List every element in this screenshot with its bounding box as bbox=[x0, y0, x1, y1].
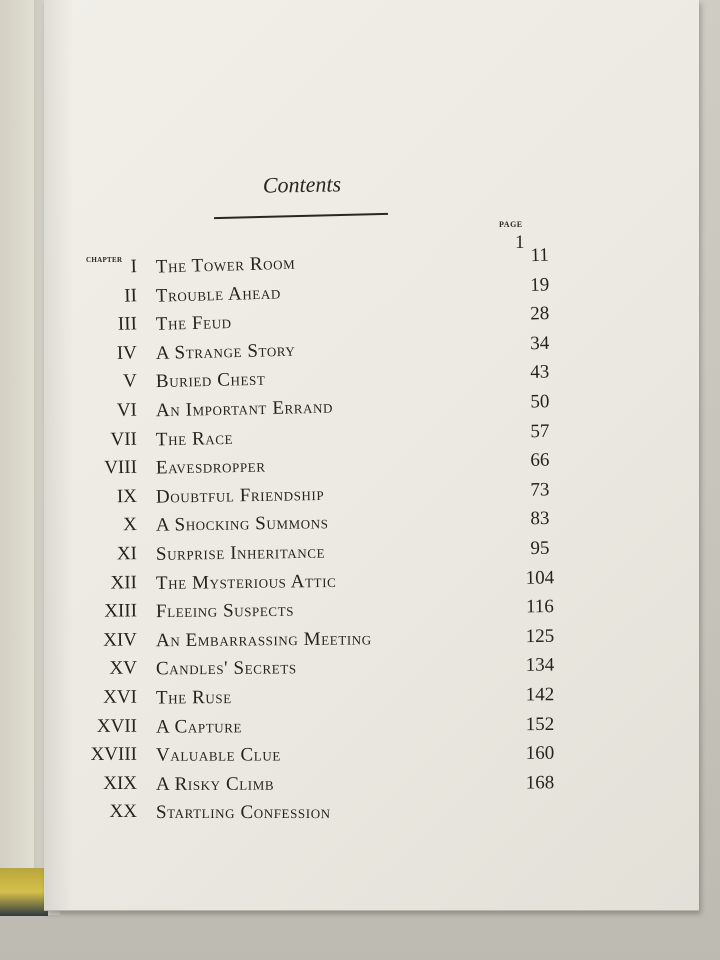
page-column-label: PAGE bbox=[499, 220, 523, 229]
toc-row bbox=[70, 655, 590, 687]
chapter-title: Buried Chest bbox=[155, 369, 266, 393]
chapter-number: II bbox=[123, 284, 138, 307]
chapter-page: 11 bbox=[530, 244, 550, 267]
chapter-title: Eavesdropper bbox=[155, 455, 266, 479]
toc-row bbox=[70, 713, 590, 743]
chapter-title: Surprise Inheritance bbox=[155, 541, 326, 565]
chapter-page: 142 bbox=[525, 684, 555, 706]
contents-title: Contents bbox=[262, 171, 342, 198]
chapter-page: 83 bbox=[530, 508, 550, 530]
chapter-page: 95 bbox=[530, 537, 550, 559]
chapter-title: The Tower Room bbox=[155, 252, 296, 278]
chapter-number: VIII bbox=[104, 457, 138, 479]
chapter-number: XX bbox=[109, 801, 138, 823]
chapter-title: Candles' Secrets bbox=[155, 657, 297, 680]
chapter-number: VII bbox=[110, 428, 138, 450]
chapter-page: 125 bbox=[525, 625, 555, 647]
chapter-title: An Embarrassing Meeting bbox=[155, 628, 372, 652]
toc-row bbox=[70, 537, 590, 572]
chapter-number: XI bbox=[116, 543, 138, 565]
toc-row bbox=[70, 567, 590, 601]
chapter-title: A Risky Climb bbox=[155, 773, 275, 795]
chapter-number: XVII bbox=[96, 715, 138, 737]
toc-row bbox=[70, 772, 590, 801]
chapter-number: I bbox=[130, 256, 138, 278]
chapter-number: V bbox=[122, 370, 138, 393]
chapter-page: 50 bbox=[530, 391, 550, 413]
chapter-number: X bbox=[123, 514, 138, 536]
chapter-page: 160 bbox=[525, 742, 555, 764]
chapter-number: IV bbox=[116, 342, 138, 364]
chapter-title: A Strange Story bbox=[155, 339, 296, 364]
chapter-page: 116 bbox=[525, 596, 554, 618]
toc-row bbox=[70, 625, 590, 657]
toc-row bbox=[70, 743, 590, 772]
chapter-number: XIX bbox=[103, 772, 138, 794]
chapter-number: XV bbox=[109, 657, 138, 680]
chapter-page: 152 bbox=[525, 713, 555, 735]
chapter-page: 34 bbox=[530, 332, 550, 354]
chapter-column-label: CHAPTER bbox=[86, 256, 123, 264]
chapter-page: 19 bbox=[529, 273, 550, 296]
chapter-title: The Race bbox=[155, 427, 234, 450]
chapter-title: Valuable Clue bbox=[155, 744, 281, 766]
toc-row bbox=[70, 801, 590, 829]
chapter-page: 28 bbox=[530, 303, 550, 325]
chapter-number: XIII bbox=[104, 600, 138, 622]
chapter-page: 43 bbox=[530, 361, 550, 384]
chapter-page: 168 bbox=[525, 772, 555, 794]
chapter-title: A Capture bbox=[155, 715, 243, 738]
chapter-number: XVIII bbox=[90, 744, 138, 766]
toc-row bbox=[70, 684, 590, 715]
chapter-title: The Feud bbox=[155, 312, 232, 336]
chapter-title: An Important Errand bbox=[155, 396, 334, 422]
chapter-title: The Ruse bbox=[155, 687, 232, 709]
chapter-title: The Mysterious Attic bbox=[155, 570, 337, 594]
chapter-title: Trouble Ahead bbox=[155, 282, 282, 307]
chapter-title: Startling Confession bbox=[155, 802, 331, 824]
chapter-number: VI bbox=[116, 399, 138, 422]
chapter-title: Fleeing Suspects bbox=[155, 599, 295, 623]
chapter-number: XIV bbox=[103, 629, 138, 651]
chapter-page: 134 bbox=[525, 654, 555, 677]
toc-row bbox=[70, 596, 590, 629]
chapter-number: III bbox=[117, 313, 138, 335]
chapter-title: Doubtful Friendship bbox=[155, 483, 325, 508]
chapter-page: 66 bbox=[530, 449, 550, 472]
chapter-number: XVI bbox=[103, 686, 138, 708]
chapter-page: 104 bbox=[525, 566, 555, 589]
chapter-page: 57 bbox=[530, 420, 550, 442]
chapter-page: 73 bbox=[530, 479, 550, 501]
chapter-number: XII bbox=[110, 571, 138, 594]
intro-page-number: 1 bbox=[515, 232, 525, 253]
chapter-title: A Shocking Summons bbox=[155, 512, 329, 537]
chapter-number: IX bbox=[116, 485, 138, 508]
